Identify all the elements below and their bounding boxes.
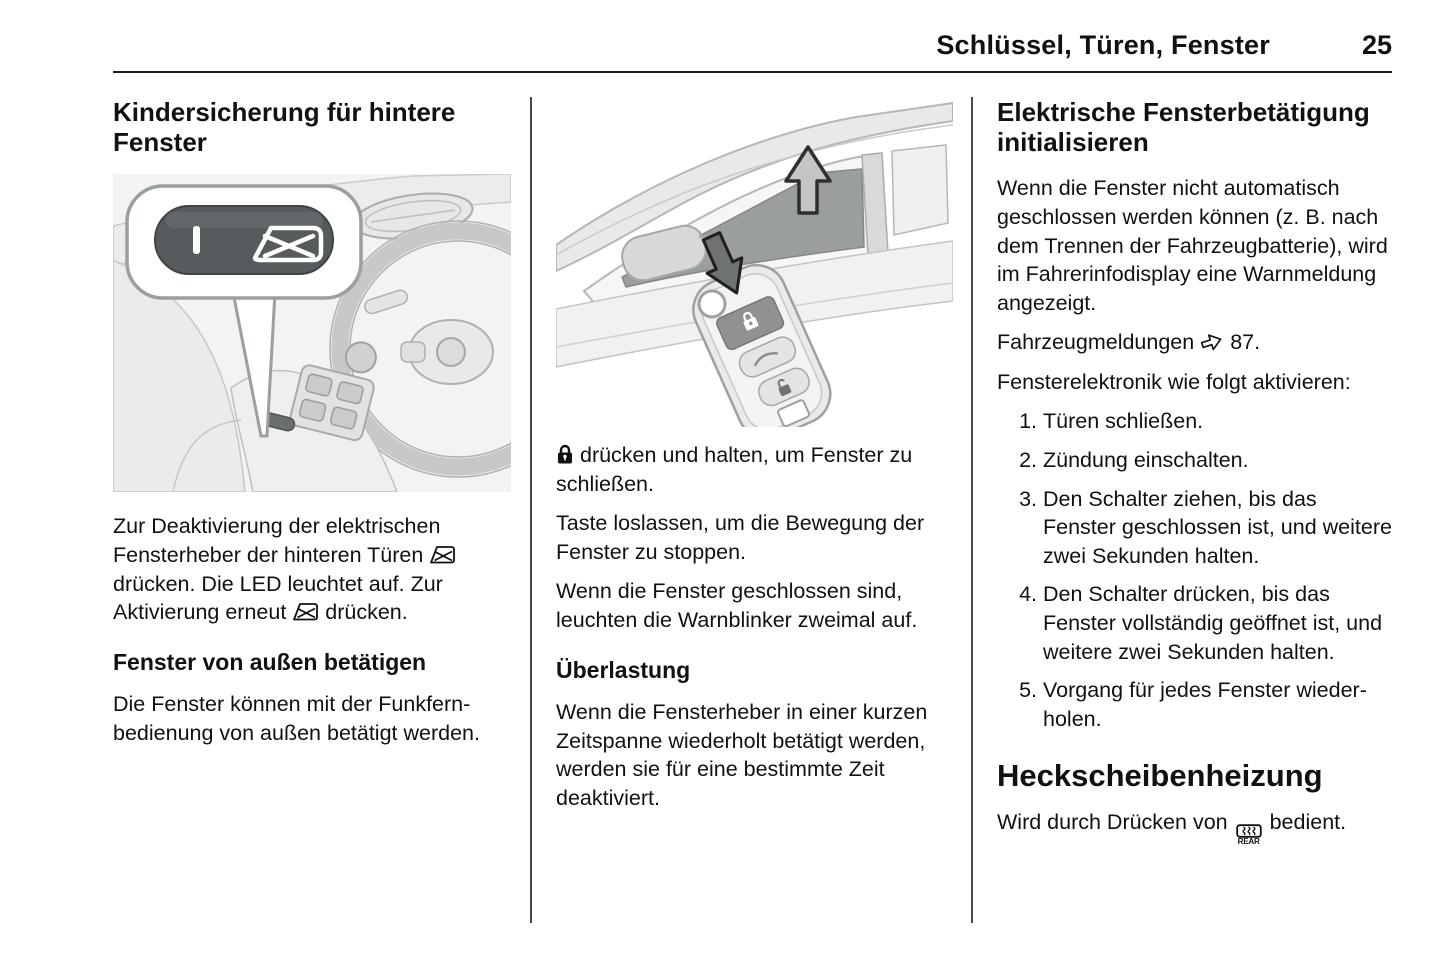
paragraph-remote-operation: Die Fenster können mit der Funkfernbedienung von außen betätigt werden. (113, 692, 480, 745)
column-right (997, 97, 1393, 857)
paragraph-hazard-flash: Wenn die Fenster geschlossen sind, leuchten die Warnblinker zweimal auf. (556, 579, 918, 632)
step-item: 1. Türen schließen. (1043, 407, 1393, 436)
paragraph-rear-heating (997, 808, 1393, 846)
paragraph-release: Taste loslassen, um die Bewegung der Fenster zu stoppen. (556, 511, 925, 564)
column-divider-1 (530, 97, 532, 923)
page-ref-arrow-icon (1200, 330, 1224, 352)
page-header (113, 30, 1392, 73)
rear-icon-label: REAR (1237, 836, 1260, 846)
text-segment: drücken. (325, 600, 408, 625)
section-heading-rear-window-heating: Heckscheibenheizung (997, 758, 1323, 794)
paragraph-vehicle-messages-ref (997, 328, 1393, 357)
text-segment: Wird durch Drücken von (997, 809, 1228, 834)
column-middle (556, 95, 953, 824)
text-segment: drücken. Die LED leuchtet auf. Zur Aktivierung erneut (113, 571, 443, 625)
paragraph-initialize-intro: Wenn die Fenster nicht automatisch geschlossen werden können (z. B. nach dem Trennen der Fahrzeugbatterie), wird im Fahrerinfodisplay eine Warnmeldung angezeigt. (997, 176, 1388, 315)
lock-icon (556, 444, 574, 465)
step-item: 2. Zündung einschalten. (1043, 446, 1393, 475)
section-heading-initialize: Elektrische Fensterbetätigung initialisieren (997, 97, 1370, 158)
paragraph-press-hold (556, 441, 953, 498)
paragraph-activate-intro: Fensterelektronik wie folgt aktivieren: (997, 369, 1351, 394)
page-number: 25 (1361, 30, 1392, 60)
car-door-interior-illustration (113, 174, 511, 492)
step-item: 5. Vorgang für jedes Fenster wiederholen. (1043, 676, 1393, 733)
section-heading-child-lock: Kindersicherung für hintere Fenster (113, 97, 456, 158)
step-item: 3. Den Schalter ziehen, bis das Fenster geschlossen ist, und weitere zwei Sekunden halten. (1043, 485, 1393, 571)
text-segment: 87. (1230, 330, 1261, 355)
step-item: 4. Den Schalter drücken, bis das Fenster vollständig geöffnet ist, und weitere zwei Sekunden halten. (1043, 580, 1393, 666)
window-x-icon (429, 544, 456, 565)
text-segment: drücken und halten, um Fenster zu schließen. (556, 443, 913, 496)
initialization-steps (997, 407, 1393, 733)
subheading-operate-outside: Fenster von außen betätigen (113, 648, 427, 675)
paragraph-deactivation (113, 512, 511, 626)
text-segment: bedient. (1269, 809, 1347, 834)
text-segment: Fahrzeugmeldungen (997, 330, 1195, 355)
column-divider-2 (971, 97, 973, 923)
window-x-icon (292, 601, 319, 622)
paragraph-overload: Wenn die Fensterheber in einer kurzen Zeitspanne wiederholt betätigt werden, werden sie für eine bestimmte Zeit deaktiviert. (556, 700, 928, 810)
text-segment: Zur Deaktivierung der elektrischen Fensterheber der hinteren Türen (113, 514, 441, 567)
window-remote-illustration (556, 95, 953, 427)
column-left (113, 97, 511, 758)
subheading-overload: Überlastung (556, 656, 691, 683)
chapter-title: Schlüssel, Türen, Fenster (936, 30, 1270, 60)
rear-defrost-icon (1236, 824, 1262, 846)
